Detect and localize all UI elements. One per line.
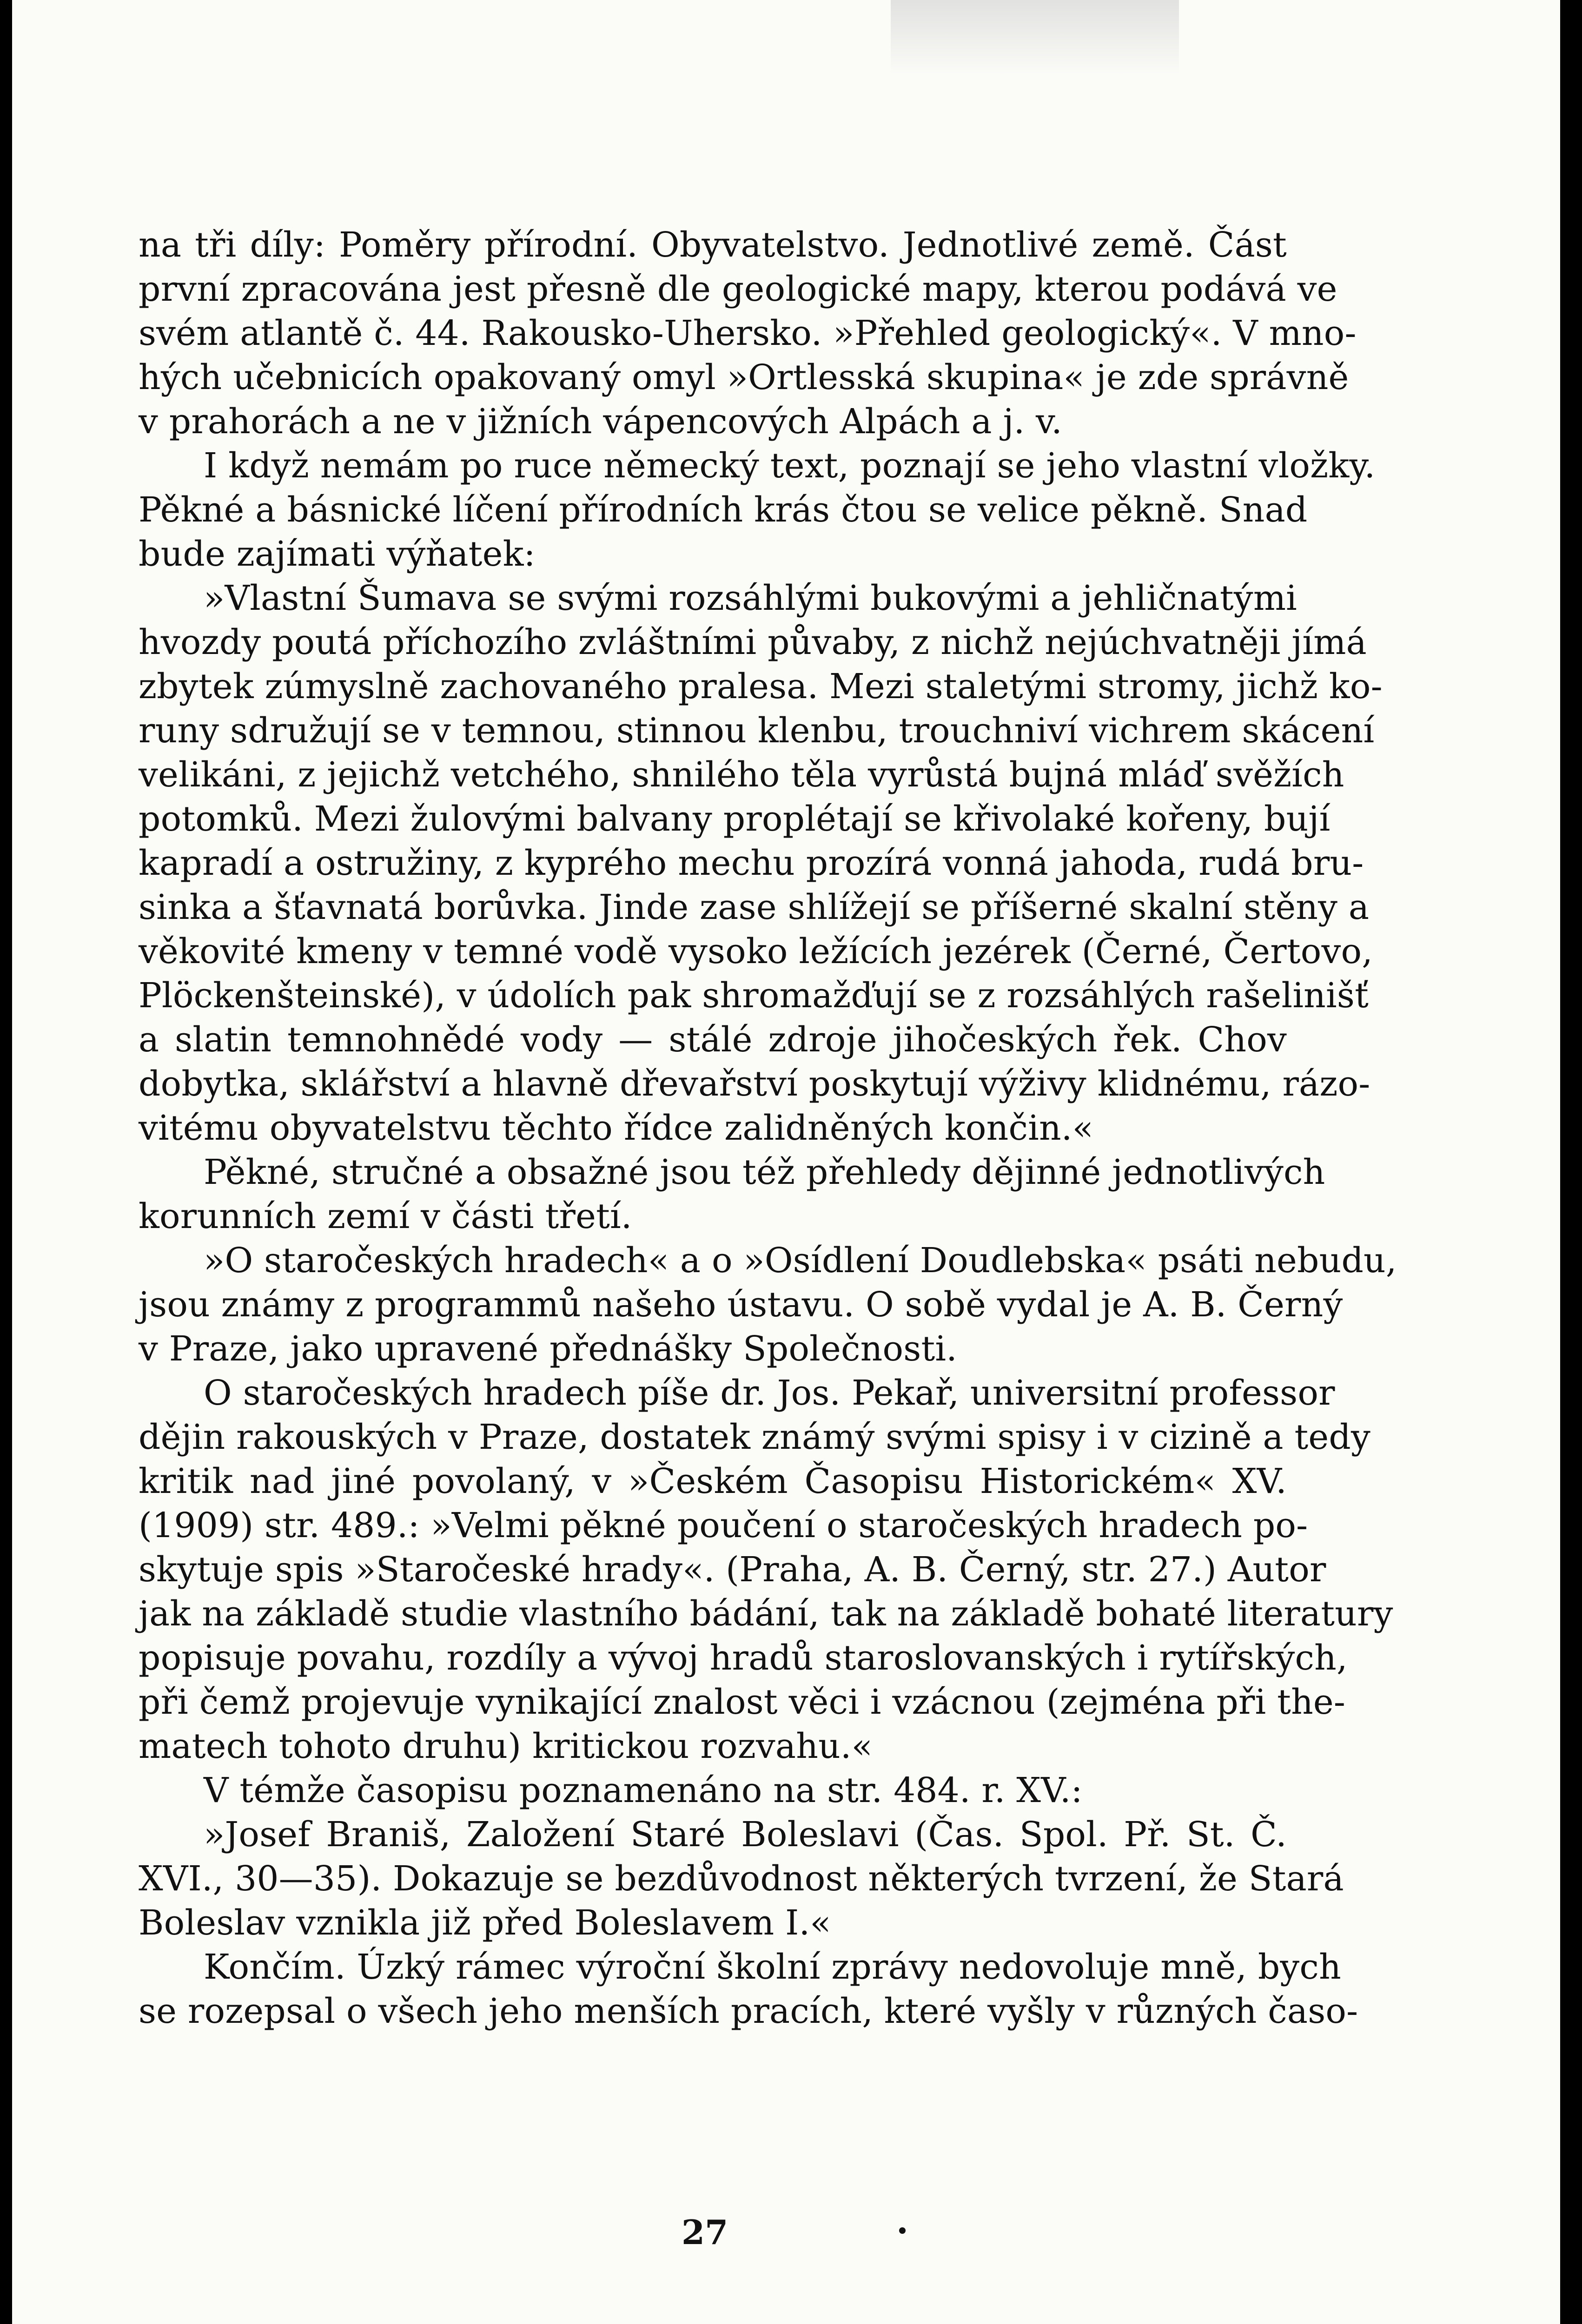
text-line: se rozepsal o všech jeho menších pracích, které vyšly v různých časo- <box>139 1991 1358 2031</box>
text-line: jak na základě studie vlastního bádání, tak na základě bohaté literatury <box>139 1594 1393 1634</box>
text-line: Končím. Úzký rámec výroční školní zprávy nedovoluje mně, bych <box>204 1947 1341 1987</box>
page-number: 27 <box>682 2212 728 2252</box>
text-line: hých učebnicích opakovaný omyl »Ortlesská skupina« je zde správně <box>139 357 1349 397</box>
text-line: svém atlantě č. 44. Rakousko-Uhersko. »Přehled geologický«. V mno- <box>139 313 1357 353</box>
text-line: na tři díly: Poměry přírodní. Obyvatelstvo. Jednotlivé země. Část <box>139 225 1287 265</box>
text-line: vitému obyvatelstvu těchto řídce zalidněných končin.« <box>139 1108 1094 1148</box>
text-line: bude zajímati výňatek: <box>139 534 536 574</box>
text-line: popisuje povahu, rozdíly a vývoj hradů staroslovanských i rytířských, <box>139 1638 1348 1678</box>
text-line: I když nemám po ruce německý text, poznají se jeho vlastní vložky. <box>204 446 1376 486</box>
text-line: v prahorách a ne v jižních vápencových Alpách a j. v. <box>139 402 1062 442</box>
text-line: první zpracována jest přesně dle geologické mapy, kterou podává ve <box>139 269 1337 309</box>
text-line: runy sdružují se v temnou, stinnou klenbu, trouchniví vichrem skácení <box>139 711 1375 751</box>
text-line: Pěkné a básnické líčení přírodních krás čtou se velice pěkně. Snad <box>139 490 1308 530</box>
text-line: V témže časopisu poznamenáno na str. 484. r. XV.: <box>204 1770 1083 1810</box>
text-line: při čemž projevuje vynikající znalost věci i vzácnou (zejména při the- <box>139 1682 1346 1722</box>
text-line: XVI., 30—35). Dokazuje se bezdůvodnost některých tvrzení, že Stará <box>139 1859 1344 1899</box>
text-line: kapradí a ostružiny, z kyprého mechu prozírá vonná jahoda, rudá bru- <box>139 843 1364 883</box>
text-line: dějin rakouských v Praze, dostatek známý svými spisy i v cizině a tedy <box>139 1417 1370 1457</box>
text-line: hvozdy poutá příchozího zvláštními půvaby, z nichž nejúchvatněji jímá <box>139 622 1367 662</box>
text-line: dobytka, sklářství a hlavně dřevařství poskytují výživy klidnému, rázo- <box>139 1064 1370 1104</box>
text-line: věkovité kmeny v temné vodě vysoko ležících jezérek (Černé, Čertovo, <box>139 931 1373 971</box>
text-line: velikáni, z jejichž vetchého, shnilého těla vyrůstá bujná mláď svěžích <box>139 755 1344 795</box>
text-line: potomků. Mezi žulovými balvany proplétají se křivolaké kořeny, bují <box>139 799 1330 839</box>
body-text <box>139 223 1397 2034</box>
text-line: skytuje spis »Staročeské hrady«. (Praha, A. B. Černý, str. 27.) Autor <box>139 1550 1326 1590</box>
text-line: »O staročeských hradech« a o »Osídlení Doudlebska« psáti nebudu, <box>204 1241 1397 1281</box>
text-line: Boleslav vznikla již před Boleslavem I.« <box>139 1903 831 1943</box>
text-line: a slatin temnohnědé vody — stálé zdroje jihočeských řek. Chov <box>139 1020 1287 1060</box>
text-line: sinka a šťavnatá borůvka. Jinde zase shlížejí se příšerné skalní stěny a <box>139 887 1370 927</box>
text-line: korunních zemí v části třetí. <box>139 1196 632 1236</box>
text-line: O staročeských hradech píše dr. Jos. Pekař, universitní professor <box>204 1373 1335 1413</box>
text-line: (1909) str. 489.: »Velmi pěkné poučení o staročeských hradech po- <box>139 1505 1308 1545</box>
text-line: Pěkné, stručné a obsažné jsou též přehledy dějinné jednotlivých <box>204 1152 1325 1192</box>
text-line: Plöckenšteinské), v údolích pak shromažďují se z rozsáhlých rašelinišť <box>139 976 1369 1016</box>
text-line: v Praze, jako upravené přednášky Společnosti. <box>139 1329 957 1369</box>
document-page <box>12 0 1560 2324</box>
text-line: jsou známy z programmů našeho ústavu. O sobě vydal je A. B. Černý <box>139 1285 1343 1325</box>
scan-artifact <box>891 0 1179 74</box>
text-line: matech tohoto druhu) kritickou rozvahu.« <box>139 1726 873 1766</box>
text-line: zbytek zúmyslně zachovaného pralesa. Mezi staletými stromy, jichž ko- <box>139 667 1383 706</box>
print-dot <box>899 2227 906 2234</box>
text-line: kritik nad jiné povolaný, v »Českém Časopisu Historickém« XV. <box>139 1461 1287 1501</box>
text-line: »Josef Braniš, Založení Staré Boleslavi (Čas. Spol. Př. St. Č. <box>204 1815 1287 1855</box>
text-line: »Vlastní Šumava se svými rozsáhlými bukovými a jehličnatými <box>204 578 1297 618</box>
